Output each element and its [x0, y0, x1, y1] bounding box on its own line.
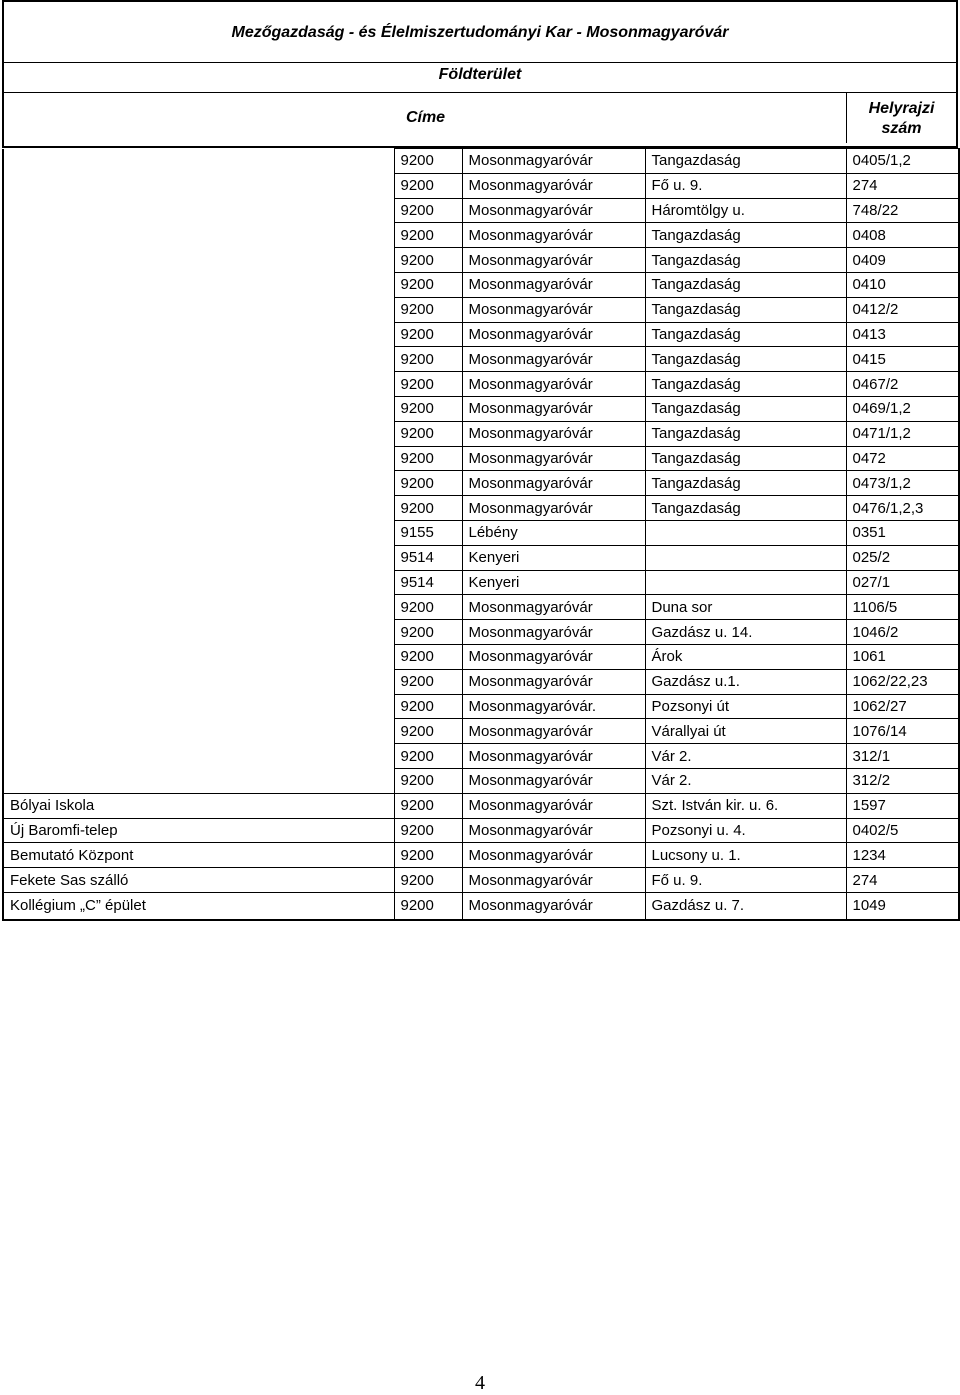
- row-zip-cell: 9200: [394, 272, 462, 297]
- row-street-cell: Tangazdaság: [645, 248, 846, 273]
- row-city-cell: Mosonmagyaróvár: [462, 446, 645, 471]
- row-city-cell: Mosonmagyaróvár: [462, 892, 645, 920]
- row-zip-cell: 9200: [394, 347, 462, 372]
- row-zip-cell: 9200: [394, 471, 462, 496]
- row-city-cell: Mosonmagyaróvár: [462, 644, 645, 669]
- row-city-cell: Mosonmagyaróvár: [462, 818, 645, 843]
- row-city-cell: Mosonmagyaróvár: [462, 868, 645, 893]
- row-zip-cell: 9200: [394, 744, 462, 769]
- row-zip-cell: 9200: [394, 644, 462, 669]
- row-zip-cell: 9200: [394, 496, 462, 521]
- table-row: [3, 744, 959, 769]
- row-city-cell: Mosonmagyaróvár: [462, 496, 645, 521]
- row-city-cell: Mosonmagyaróvár: [462, 471, 645, 496]
- row-street-cell: Árok: [645, 644, 846, 669]
- row-zip-cell: 9200: [394, 843, 462, 868]
- column-header-address: Címe: [405, 109, 446, 126]
- row-name-cell: [3, 347, 394, 372]
- row-street-cell: Tangazdaság: [645, 372, 846, 397]
- row-parcel-cell: 0415: [846, 347, 959, 372]
- row-parcel-cell: 1062/22,23: [846, 669, 959, 694]
- row-parcel-cell: 0471/1,2: [846, 421, 959, 446]
- row-zip-cell: 9200: [394, 868, 462, 893]
- row-city-cell: Mosonmagyaróvár: [462, 793, 645, 818]
- row-parcel-cell: 0409: [846, 248, 959, 273]
- table-row: [3, 421, 959, 446]
- row-parcel-cell: 1062/27: [846, 694, 959, 719]
- row-parcel-cell: 1106/5: [846, 595, 959, 620]
- row-street-cell: Tangazdaság: [645, 223, 846, 248]
- row-street-cell: Pozsonyi út: [645, 694, 846, 719]
- row-name-cell: [3, 694, 394, 719]
- row-street-cell: Várallyai út: [645, 719, 846, 744]
- row-name-cell: [3, 198, 394, 223]
- row-zip-cell: 9200: [394, 396, 462, 421]
- row-name-cell: [3, 545, 394, 570]
- table-row: [3, 471, 959, 496]
- table-row: [3, 843, 959, 868]
- row-city-cell: Mosonmagyaróvár: [462, 768, 645, 793]
- row-zip-cell: 9200: [394, 818, 462, 843]
- row-name-cell: [3, 272, 394, 297]
- property-table-sheet: [2, 0, 958, 921]
- property-table: [2, 148, 960, 921]
- row-name-cell: [3, 173, 394, 198]
- row-street-cell: Tangazdaság: [645, 272, 846, 297]
- row-parcel-cell: 0467/2: [846, 372, 959, 397]
- row-street-cell: Pozsonyi u. 4.: [645, 818, 846, 843]
- table-row: [3, 793, 959, 818]
- table-row: [3, 694, 959, 719]
- row-parcel-cell: 1049: [846, 892, 959, 920]
- column-header-parcel: [846, 93, 956, 143]
- row-street-cell: Tangazdaság: [645, 297, 846, 322]
- column-header-parcel-line1: Helyrajzi: [868, 100, 935, 117]
- row-parcel-cell: 0412/2: [846, 297, 959, 322]
- row-city-cell: Mosonmagyaróvár: [462, 396, 645, 421]
- row-parcel-cell: 1061: [846, 644, 959, 669]
- row-zip-cell: 9200: [394, 793, 462, 818]
- row-street-cell: Tangazdaság: [645, 396, 846, 421]
- row-name-cell: [3, 248, 394, 273]
- row-street-cell: Tangazdaság: [645, 149, 846, 174]
- row-street-cell: Fő u. 9.: [645, 868, 846, 893]
- row-name-cell: [3, 149, 394, 174]
- row-parcel-cell: 0351: [846, 520, 959, 545]
- table-row: [3, 372, 959, 397]
- row-zip-cell: 9200: [394, 719, 462, 744]
- row-parcel-cell: 0472: [846, 446, 959, 471]
- row-street-cell: Gazdász u.1.: [645, 669, 846, 694]
- row-street-cell: Gazdász u. 7.: [645, 892, 846, 920]
- row-name-cell: [3, 744, 394, 769]
- row-street-cell: Tangazdaság: [645, 496, 846, 521]
- row-street-cell: [645, 545, 846, 570]
- row-city-cell: Mosonmagyaróvár: [462, 669, 645, 694]
- row-zip-cell: 9200: [394, 768, 462, 793]
- row-parcel-cell: 0413: [846, 322, 959, 347]
- row-street-cell: Lucsony u. 1.: [645, 843, 846, 868]
- table-row: [3, 446, 959, 471]
- row-city-cell: Mosonmagyaróvár: [462, 173, 645, 198]
- row-street-cell: Duna sor: [645, 595, 846, 620]
- row-city-cell: Mosonmagyaróvár: [462, 595, 645, 620]
- row-name-cell: [3, 322, 394, 347]
- row-city-cell: Mosonmagyaróvár: [462, 297, 645, 322]
- row-parcel-cell: 748/22: [846, 198, 959, 223]
- table-row: [3, 520, 959, 545]
- row-city-cell: Lébény: [462, 520, 645, 545]
- row-parcel-cell: 0402/5: [846, 818, 959, 843]
- row-street-cell: Háromtölgy u.: [645, 198, 846, 223]
- row-name-cell: [3, 471, 394, 496]
- row-street-cell: Tangazdaság: [645, 322, 846, 347]
- row-city-cell: Mosonmagyaróvár: [462, 272, 645, 297]
- row-name-cell: [3, 372, 394, 397]
- column-header-row: [2, 92, 958, 148]
- row-city-cell: Mosonmagyaróvár: [462, 322, 645, 347]
- row-zip-cell: 9200: [394, 595, 462, 620]
- row-name-cell: [3, 421, 394, 446]
- row-parcel-cell: 025/2: [846, 545, 959, 570]
- table-row: [3, 570, 959, 595]
- table-row: [3, 173, 959, 198]
- row-parcel-cell: 0405/1,2: [846, 149, 959, 174]
- row-zip-cell: 9200: [394, 149, 462, 174]
- row-street-cell: [645, 570, 846, 595]
- row-city-cell: Mosonmagyaróvár: [462, 149, 645, 174]
- row-zip-cell: 9200: [394, 694, 462, 719]
- row-zip-cell: 9200: [394, 421, 462, 446]
- row-zip-cell: 9200: [394, 620, 462, 645]
- row-street-cell: Gazdász u. 14.: [645, 620, 846, 645]
- row-city-cell: Kenyeri: [462, 545, 645, 570]
- row-name-cell: [3, 768, 394, 793]
- row-city-cell: Mosonmagyaróvár: [462, 248, 645, 273]
- row-city-cell: Mosonmagyaróvár.: [462, 694, 645, 719]
- row-parcel-cell: 274: [846, 173, 959, 198]
- table-row: [3, 595, 959, 620]
- table-row: [3, 669, 959, 694]
- row-city-cell: Mosonmagyaróvár: [462, 372, 645, 397]
- row-street-cell: Tangazdaság: [645, 347, 846, 372]
- row-name-cell: [3, 396, 394, 421]
- row-zip-cell: 9200: [394, 446, 462, 471]
- row-name-cell: [3, 520, 394, 545]
- row-name-cell: [3, 620, 394, 645]
- row-zip-cell: 9200: [394, 173, 462, 198]
- row-name-cell: [3, 446, 394, 471]
- table-row: [3, 223, 959, 248]
- page-number: 4: [475, 1372, 485, 1394]
- row-name-cell: [3, 570, 394, 595]
- row-parcel-cell: 0469/1,2: [846, 396, 959, 421]
- table-row: [3, 644, 959, 669]
- row-city-cell: Mosonmagyaróvár: [462, 719, 645, 744]
- row-city-cell: Mosonmagyaróvár: [462, 347, 645, 372]
- row-parcel-cell: 0473/1,2: [846, 471, 959, 496]
- table-row: [3, 868, 959, 893]
- table-row: [3, 496, 959, 521]
- table-row: [3, 149, 959, 174]
- row-zip-cell: 9200: [394, 248, 462, 273]
- row-street-cell: Tangazdaság: [645, 421, 846, 446]
- row-name-cell: Fekete Sas szálló: [3, 868, 394, 893]
- table-row: [3, 396, 959, 421]
- row-parcel-cell: 312/2: [846, 768, 959, 793]
- row-zip-cell: 9200: [394, 372, 462, 397]
- row-city-cell: Kenyeri: [462, 570, 645, 595]
- table-row: [3, 347, 959, 372]
- row-parcel-cell: 312/1: [846, 744, 959, 769]
- row-street-cell: Szt. István kir. u. 6.: [645, 793, 846, 818]
- row-parcel-cell: 0476/1,2,3: [846, 496, 959, 521]
- row-street-cell: Fő u. 9.: [645, 173, 846, 198]
- row-name-cell: [3, 496, 394, 521]
- row-name-cell: Bemutató Központ: [3, 843, 394, 868]
- row-name-cell: [3, 644, 394, 669]
- row-zip-cell: 9200: [394, 892, 462, 920]
- row-name-cell: Új Baromfi-telep: [3, 818, 394, 843]
- row-street-cell: Tangazdaság: [645, 471, 846, 496]
- row-name-cell: [3, 223, 394, 248]
- row-city-cell: Mosonmagyaróvár: [462, 843, 645, 868]
- row-city-cell: Mosonmagyaróvár: [462, 198, 645, 223]
- table-row: [3, 768, 959, 793]
- row-city-cell: Mosonmagyaróvár: [462, 744, 645, 769]
- section-heading: Földterület: [2, 62, 958, 92]
- row-street-cell: Vár 2.: [645, 744, 846, 769]
- row-name-cell: [3, 297, 394, 322]
- row-parcel-cell: 274: [846, 868, 959, 893]
- row-parcel-cell: 1597: [846, 793, 959, 818]
- table-row: [3, 297, 959, 322]
- row-parcel-cell: 1234: [846, 843, 959, 868]
- row-parcel-cell: 027/1: [846, 570, 959, 595]
- row-zip-cell: 9200: [394, 223, 462, 248]
- table-row: [3, 719, 959, 744]
- row-name-cell: Bólyai Iskola: [3, 793, 394, 818]
- row-street-cell: Vár 2.: [645, 768, 846, 793]
- table-row: [3, 892, 959, 920]
- row-zip-cell: 9200: [394, 322, 462, 347]
- table-row: [3, 272, 959, 297]
- row-city-cell: Mosonmagyaróvár: [462, 223, 645, 248]
- table-row: [3, 322, 959, 347]
- row-zip-cell: 9200: [394, 297, 462, 322]
- row-city-cell: Mosonmagyaróvár: [462, 421, 645, 446]
- row-zip-cell: 9514: [394, 545, 462, 570]
- row-street-cell: [645, 520, 846, 545]
- row-city-cell: Mosonmagyaróvár: [462, 620, 645, 645]
- table-row: [3, 198, 959, 223]
- row-zip-cell: 9200: [394, 198, 462, 223]
- column-header-parcel-line2: szám: [881, 120, 922, 137]
- row-parcel-cell: 0408: [846, 223, 959, 248]
- table-row: [3, 248, 959, 273]
- row-name-cell: [3, 719, 394, 744]
- row-zip-cell: 9200: [394, 669, 462, 694]
- row-name-cell: Kollégium „C” épület: [3, 892, 394, 920]
- table-row: [3, 620, 959, 645]
- table-row: [3, 818, 959, 843]
- table-row: [3, 545, 959, 570]
- row-zip-cell: 9514: [394, 570, 462, 595]
- row-zip-cell: 9155: [394, 520, 462, 545]
- row-parcel-cell: 1046/2: [846, 620, 959, 645]
- row-name-cell: [3, 669, 394, 694]
- row-parcel-cell: 1076/14: [846, 719, 959, 744]
- row-street-cell: Tangazdaság: [645, 446, 846, 471]
- institution-heading: Mezőgazdaság - és Élelmiszertudományi Kar - Mosonmagyaróvár: [2, 0, 958, 62]
- row-name-cell: [3, 595, 394, 620]
- row-parcel-cell: 0410: [846, 272, 959, 297]
